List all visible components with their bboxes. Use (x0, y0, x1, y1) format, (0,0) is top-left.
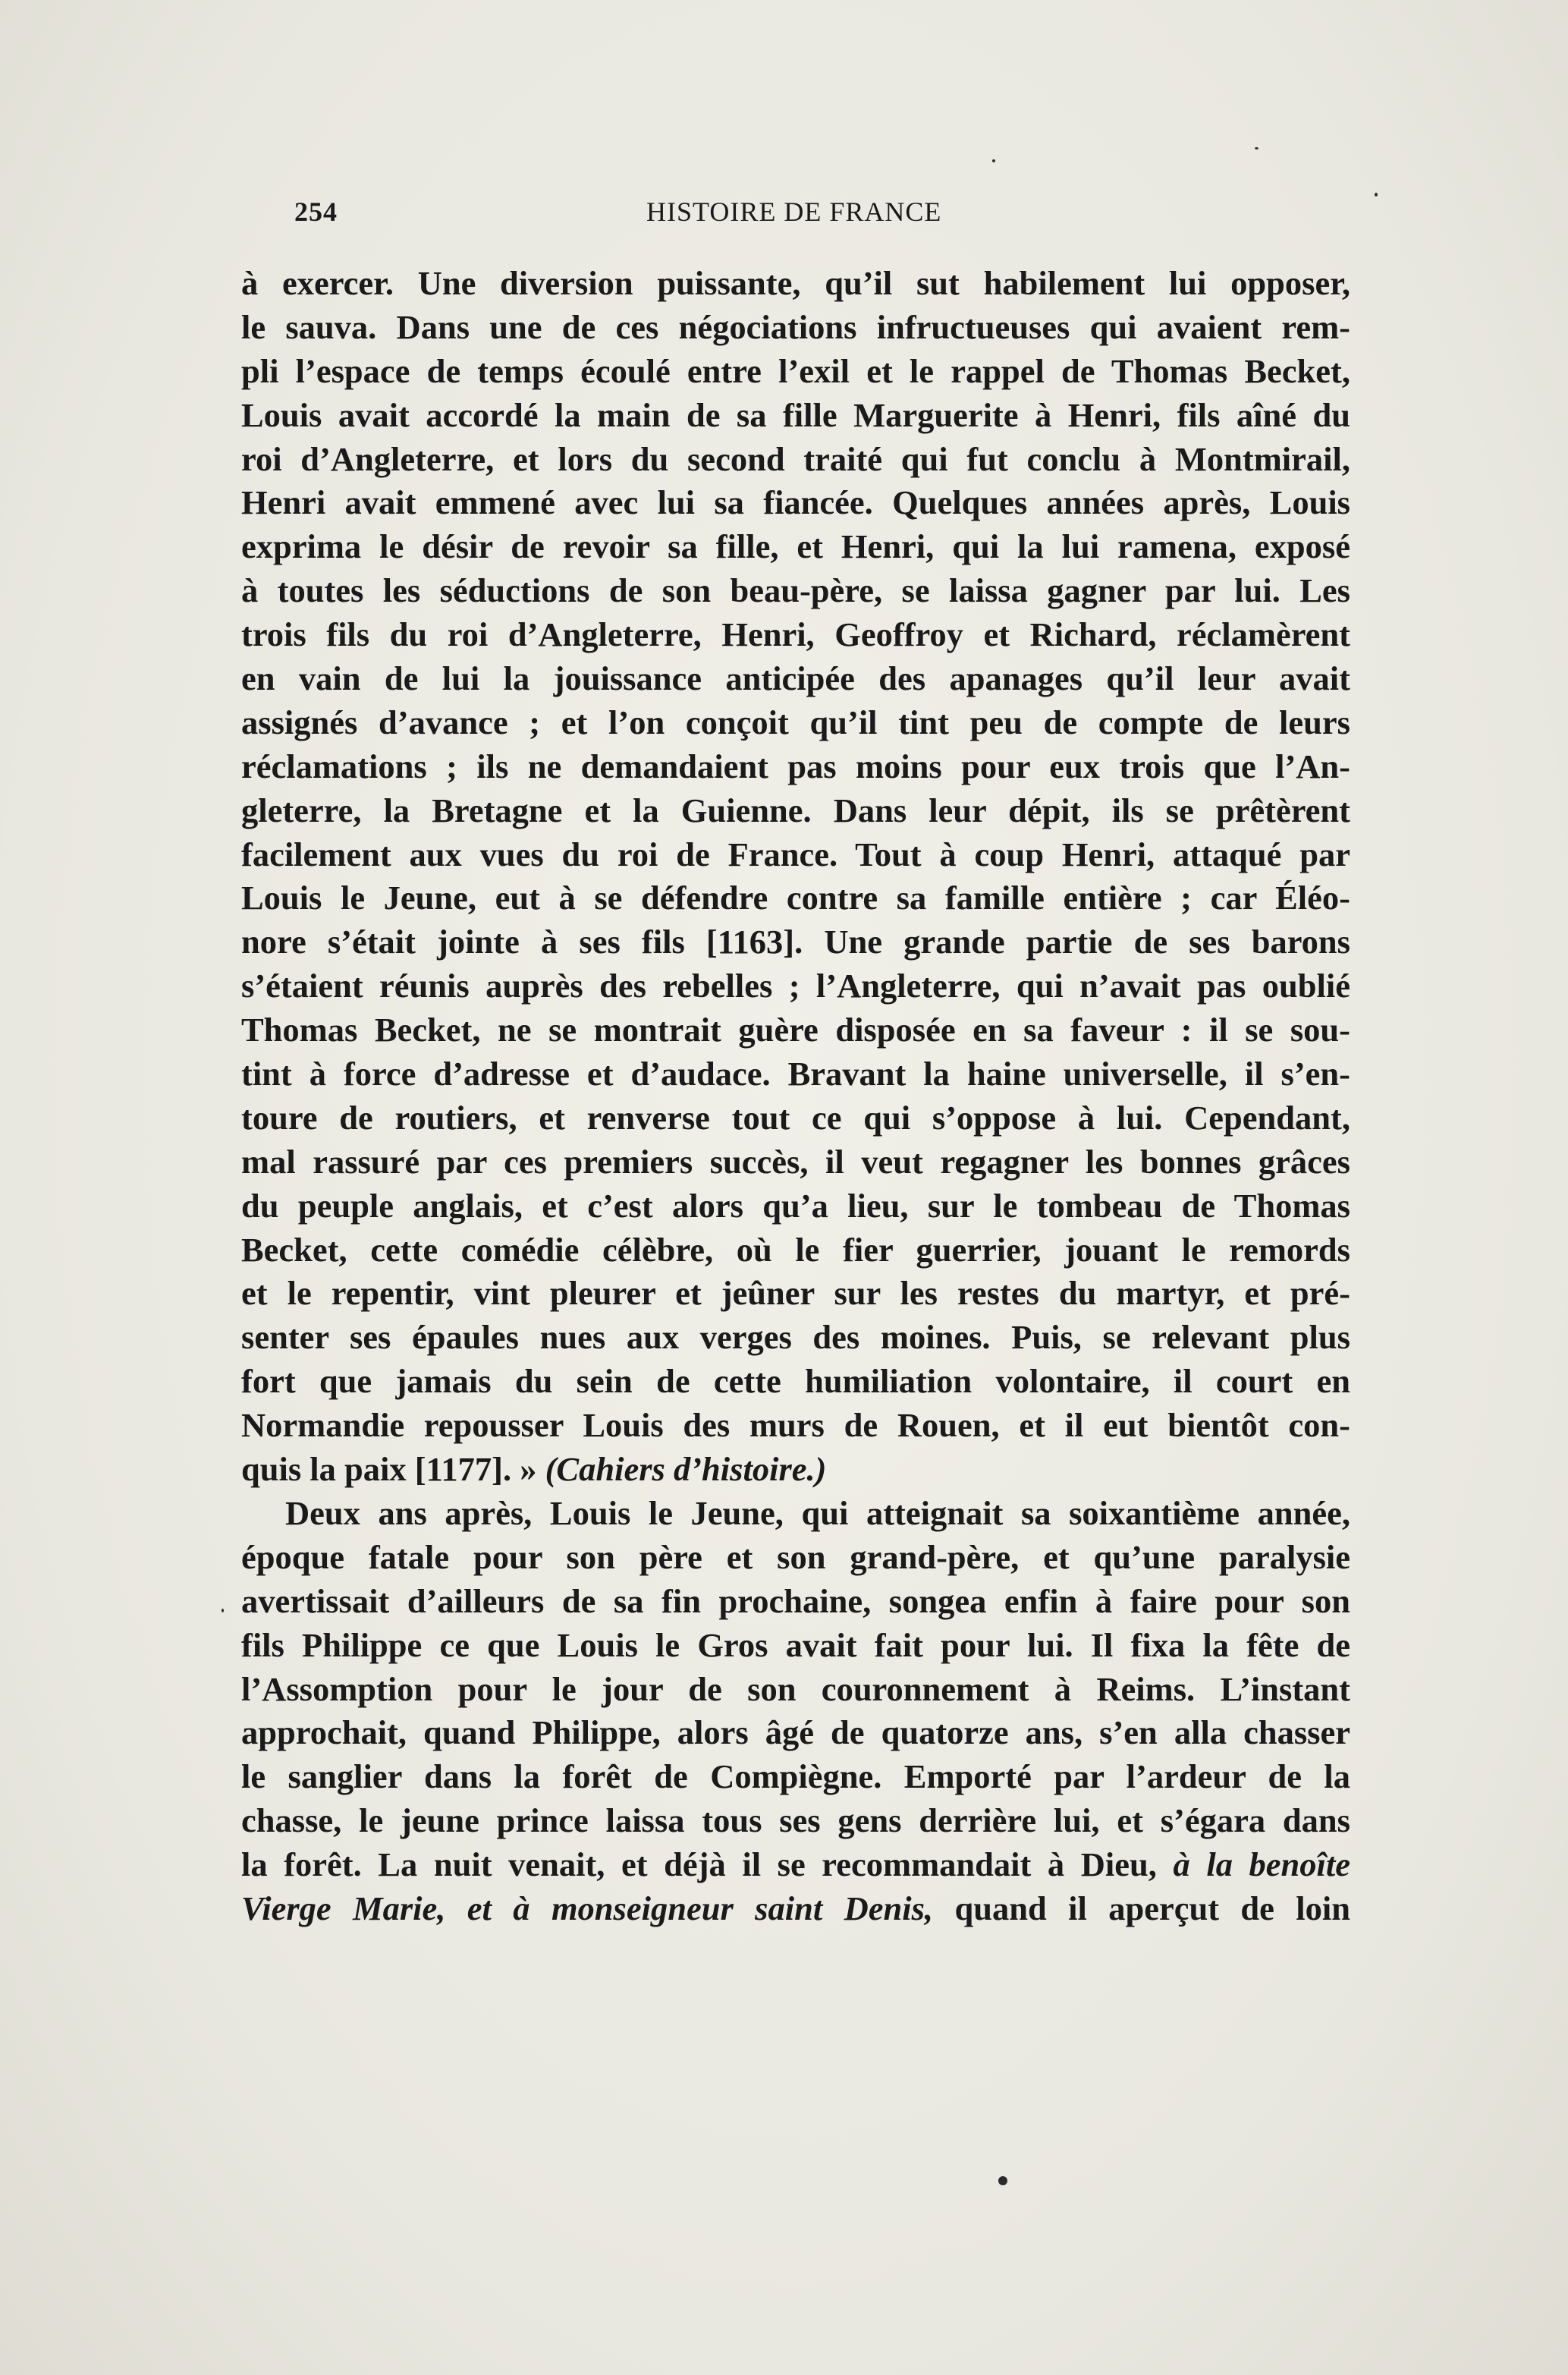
text-line: époque fatale pour son père et son grand-père, et qu’une paralysie (241, 1537, 1350, 1576)
page-header (294, 196, 1007, 234)
paper-speck (1375, 193, 1378, 197)
text-line: à exercer. Une diversion puissante, qu’il sut habilement lui opposer, (241, 264, 1350, 302)
text-line: approchait, quand Philippe, alors âgé de quatorze ans, s’en alla chasser (241, 1713, 1350, 1752)
body-text (241, 262, 1350, 1931)
text-line: réclamations ; ils ne demandaient pas moins pour eux trois que l’An- (241, 747, 1350, 785)
paper-speck (992, 159, 995, 162)
italic-phrase: à la benoîte (1173, 1845, 1350, 1884)
text-line: assignés d’avance ; et l’on conçoit qu’il tint peu de compte de leurs (241, 703, 1350, 741)
text-line: exprima le désir de revoir sa fille, et Henri, qui la lui ramena, exposé (241, 527, 1350, 566)
text-line-mixed (241, 1887, 1350, 1931)
text-line: s’étaient réunis auprès des rebelles ; l’Angleterre, qui n’avait pas oublié (241, 967, 1350, 1005)
text-line: Normandie repousser Louis des murs de Rouen, et il eut bientôt con- (241, 1406, 1350, 1445)
text-line: chasse, le jeune prince laissa tous ses gens derrière lui, et s’égara dans (241, 1801, 1350, 1840)
text-line: avertissait d’ailleurs de sa fin prochaine, songea enfin à faire pour son (241, 1581, 1350, 1620)
paper-speck (222, 1609, 224, 1612)
text-line: nore s’était jointe à ses fils [1163]. Une grande partie de ses barons (241, 923, 1350, 961)
text-line: fils Philippe ce que Louis le Gros avait fait pour lui. Il fixa la fête de (241, 1625, 1350, 1664)
text-line: pli l’espace de temps écoulé entre l’exil et le rappel de Thomas Becket, (241, 351, 1350, 390)
text-line: tint à force d’adresse et d’audace. Bravant la haine universelle, il s’en- (241, 1055, 1350, 1093)
text-line: fort que jamais du sein de cette humiliation volontaire, il court en (241, 1362, 1350, 1401)
paragraph-first-line: Deux ans après, Louis le Jeune, qui atteignait sa soixantième année, (285, 1493, 1350, 1532)
italic-phrase: Vierge Marie, et à (241, 1889, 530, 1927)
text-line: et le repentir, vint pleurer et jeûner sur les restes du martyr, et pré- (241, 1274, 1350, 1313)
text-line: en vain de lui la jouissance anticipée des apanages qu’il leur avait (241, 659, 1350, 698)
text-line: mal rassuré par ces premiers succès, il veut regagner les bonnes grâces (241, 1142, 1350, 1181)
text-line: facilement aux vues du roi de France. Tout à coup Henri, attaqué par (241, 835, 1350, 873)
text-line: du peuple anglais, et c’est alors qu’a lieu, sur le tombeau de Thomas (241, 1186, 1350, 1225)
text-line: senter ses épaules nues aux verges des moines. Puis, se relevant plus (241, 1318, 1350, 1357)
text-line: Becket, cette comédie célèbre, où le fier guerrier, jouant le remords (241, 1230, 1350, 1269)
paper-speck (1255, 147, 1258, 149)
text-line: trois fils du roi d’Angleterre, Henri, Geoffroy et Richard, réclamèrent (241, 615, 1350, 654)
text-line: Louis le Jeune, eut à se défendre contre sa famille entière ; car Éléo- (241, 879, 1350, 917)
text-line: Henri avait emmené avec lui sa fiancée. Quelques années après, Louis (241, 483, 1350, 522)
line-text: quand il aperçut de loin (954, 1889, 1350, 1927)
source-citation: (Cahiers d’histoire.) (545, 1450, 827, 1489)
line-text: la forêt. La nuit venait, et déjà il se recommandait à Dieu, (241, 1845, 1157, 1884)
text-line-with-citation (241, 1448, 1350, 1492)
running-title: HISTOIRE DE FRANCE (646, 197, 942, 227)
text-line: gleterre, la Bretagne et la Guienne. Dans leur dépit, ils se prêtèrent (241, 791, 1350, 829)
quote-end-text: quis la paix [1177]. » (241, 1450, 537, 1489)
italic-phrase: monseigneur saint Denis, (551, 1889, 934, 1927)
text-line: roi d’Angleterre, et lors du second traité qui fut conclu à Montmirail, (241, 439, 1350, 478)
text-line: le sauva. Dans une de ces négociations infructueuses qui avaient rem- (241, 307, 1350, 346)
page-number: 254 (294, 197, 338, 227)
text-line: le sanglier dans la forêt de Compiègne. Emporté par l’ardeur de la (241, 1757, 1350, 1796)
text-line: à toutes les séductions de son beau-père, se laissa gagner par lui. Les (241, 571, 1350, 610)
text-line: Thomas Becket, ne se montrait guère disposée en sa faveur : il se sou- (241, 1011, 1350, 1049)
text-line: Louis avait accordé la main de sa fille Marguerite à Henri, fils aîné du (241, 395, 1350, 434)
text-line-mixed (241, 1843, 1350, 1887)
text-line: l’Assomption pour le jour de son couronnement à Reims. L’instant (241, 1669, 1350, 1708)
paper-speck (998, 2176, 1007, 2185)
text-line: toure de routiers, et renverse tout ce qui s’oppose à lui. Cependant, (241, 1098, 1350, 1137)
